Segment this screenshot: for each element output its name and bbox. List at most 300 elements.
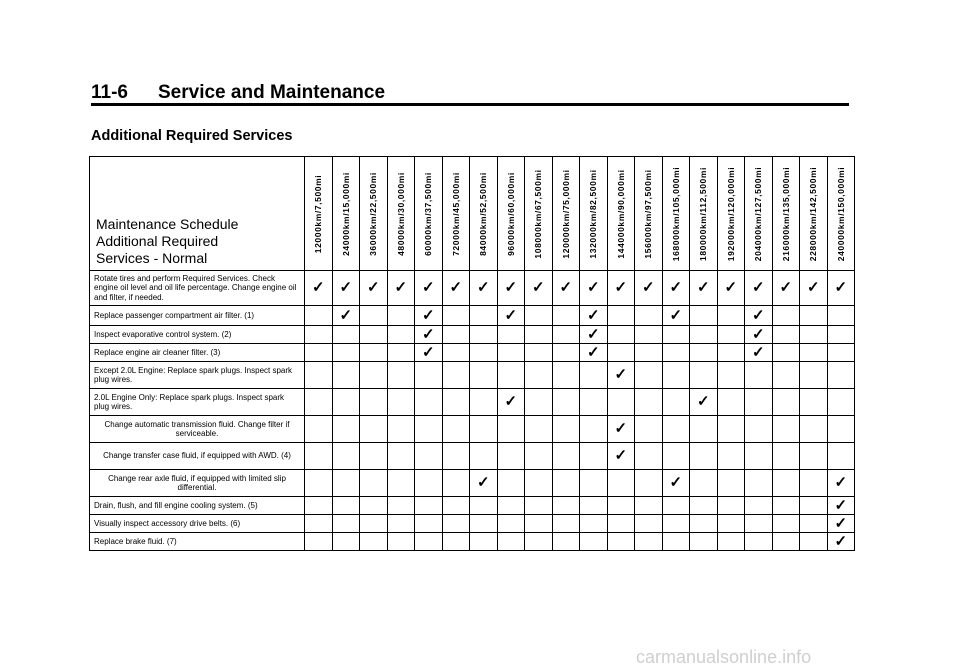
empty-cell bbox=[470, 515, 498, 533]
interval-label: 156000km/97,500mi bbox=[643, 169, 654, 259]
empty-cell bbox=[580, 362, 608, 389]
empty-cell bbox=[360, 306, 388, 326]
empty-cell bbox=[442, 306, 470, 326]
empty-cell bbox=[332, 344, 360, 362]
empty-cell bbox=[607, 497, 635, 515]
interval-label: 36000km/22,500mi bbox=[368, 172, 379, 256]
table-title-line: Maintenance Schedule bbox=[96, 216, 239, 232]
empty-cell bbox=[800, 533, 828, 551]
check-mark-icon: ✓ bbox=[662, 470, 690, 497]
interval-column-header bbox=[305, 157, 333, 271]
empty-cell bbox=[415, 443, 443, 470]
empty-cell bbox=[442, 497, 470, 515]
empty-cell bbox=[690, 443, 718, 470]
empty-cell bbox=[772, 443, 800, 470]
section-title: Service and Maintenance bbox=[158, 82, 386, 103]
empty-cell bbox=[800, 326, 828, 344]
table-row bbox=[90, 362, 855, 389]
empty-cell bbox=[827, 362, 855, 389]
empty-cell bbox=[442, 515, 470, 533]
empty-cell bbox=[525, 326, 553, 344]
empty-cell bbox=[717, 470, 745, 497]
check-mark-icon: ✓ bbox=[442, 271, 470, 306]
interval-label: 132000km/82,500mi bbox=[588, 169, 599, 259]
check-mark-icon: ✓ bbox=[580, 344, 608, 362]
empty-cell bbox=[772, 326, 800, 344]
empty-cell bbox=[415, 470, 443, 497]
empty-cell bbox=[662, 362, 690, 389]
empty-cell bbox=[305, 470, 333, 497]
empty-cell bbox=[800, 443, 828, 470]
check-mark-icon: ✓ bbox=[360, 271, 388, 306]
empty-cell bbox=[415, 389, 443, 416]
empty-cell bbox=[772, 533, 800, 551]
empty-cell bbox=[772, 306, 800, 326]
table-row bbox=[90, 344, 855, 362]
check-mark-icon: ✓ bbox=[580, 306, 608, 326]
interval-label: 60000km/37,500mi bbox=[423, 172, 434, 256]
empty-cell bbox=[470, 497, 498, 515]
check-mark-icon: ✓ bbox=[827, 271, 855, 306]
empty-cell bbox=[387, 362, 415, 389]
table-row bbox=[90, 443, 855, 470]
empty-cell bbox=[580, 389, 608, 416]
interval-column-header bbox=[800, 157, 828, 271]
table-row bbox=[90, 306, 855, 326]
empty-cell bbox=[305, 362, 333, 389]
check-mark-icon: ✓ bbox=[717, 271, 745, 306]
empty-cell bbox=[360, 443, 388, 470]
check-mark-icon: ✓ bbox=[662, 271, 690, 306]
empty-cell bbox=[800, 362, 828, 389]
empty-cell bbox=[717, 389, 745, 416]
empty-cell bbox=[717, 362, 745, 389]
empty-cell bbox=[827, 344, 855, 362]
empty-cell bbox=[360, 344, 388, 362]
empty-cell bbox=[525, 306, 553, 326]
empty-cell bbox=[717, 416, 745, 443]
interval-column-header bbox=[525, 157, 553, 271]
empty-cell bbox=[360, 362, 388, 389]
empty-cell bbox=[387, 326, 415, 344]
service-task: Change transfer case fluid, if equipped with AWD. (4) bbox=[90, 443, 305, 470]
empty-cell bbox=[580, 497, 608, 515]
empty-cell bbox=[497, 443, 525, 470]
check-mark-icon: ✓ bbox=[415, 306, 443, 326]
table-row bbox=[90, 271, 855, 306]
empty-cell bbox=[635, 443, 663, 470]
empty-cell bbox=[525, 344, 553, 362]
empty-cell bbox=[525, 470, 553, 497]
empty-cell bbox=[745, 497, 773, 515]
check-mark-icon: ✓ bbox=[745, 326, 773, 344]
empty-cell bbox=[635, 416, 663, 443]
empty-cell bbox=[580, 515, 608, 533]
empty-cell bbox=[717, 344, 745, 362]
empty-cell bbox=[662, 389, 690, 416]
empty-cell bbox=[332, 470, 360, 497]
empty-cell bbox=[525, 443, 553, 470]
empty-cell bbox=[305, 416, 333, 443]
check-mark-icon: ✓ bbox=[690, 389, 718, 416]
service-task: Replace engine air cleaner filter. (3) bbox=[90, 344, 305, 362]
check-mark-icon: ✓ bbox=[415, 326, 443, 344]
interval-label: 180000km/112,500mi bbox=[698, 167, 709, 261]
empty-cell bbox=[525, 533, 553, 551]
empty-cell bbox=[690, 326, 718, 344]
empty-cell bbox=[305, 443, 333, 470]
service-task: Visually inspect accessory drive belts. (6) bbox=[90, 515, 305, 533]
empty-cell bbox=[607, 344, 635, 362]
empty-cell bbox=[552, 497, 580, 515]
table-row bbox=[90, 533, 855, 551]
empty-cell bbox=[607, 533, 635, 551]
empty-cell bbox=[332, 326, 360, 344]
check-mark-icon: ✓ bbox=[827, 533, 855, 551]
empty-cell bbox=[745, 416, 773, 443]
empty-cell bbox=[525, 416, 553, 443]
interval-label: 48000km/30,000mi bbox=[395, 172, 406, 256]
empty-cell bbox=[415, 533, 443, 551]
empty-cell bbox=[415, 497, 443, 515]
empty-cell bbox=[360, 515, 388, 533]
empty-cell bbox=[552, 515, 580, 533]
table-title-line: Additional Required bbox=[96, 233, 219, 249]
empty-cell bbox=[305, 389, 333, 416]
empty-cell bbox=[717, 306, 745, 326]
table-row bbox=[90, 515, 855, 533]
empty-cell bbox=[827, 306, 855, 326]
empty-cell bbox=[635, 306, 663, 326]
interval-label: 228000km/142,500mi bbox=[808, 166, 819, 262]
check-mark-icon: ✓ bbox=[525, 271, 553, 306]
header-rule bbox=[91, 103, 849, 106]
empty-cell bbox=[552, 344, 580, 362]
service-task: Rotate tires and perform Required Services. Check engine oil level and oil life percentage. Change engine oil and filter, if needed. bbox=[90, 271, 305, 306]
empty-cell bbox=[690, 416, 718, 443]
empty-cell bbox=[525, 362, 553, 389]
empty-cell bbox=[360, 497, 388, 515]
empty-cell bbox=[332, 533, 360, 551]
empty-cell bbox=[662, 533, 690, 551]
empty-cell bbox=[827, 389, 855, 416]
check-mark-icon: ✓ bbox=[772, 271, 800, 306]
empty-cell bbox=[552, 306, 580, 326]
empty-cell bbox=[552, 326, 580, 344]
interval-column-header bbox=[552, 157, 580, 271]
empty-cell bbox=[745, 515, 773, 533]
empty-cell bbox=[305, 306, 333, 326]
interval-label: 24000km/15,000mi bbox=[340, 172, 351, 256]
empty-cell bbox=[470, 443, 498, 470]
empty-cell bbox=[305, 497, 333, 515]
empty-cell bbox=[442, 443, 470, 470]
check-mark-icon: ✓ bbox=[415, 344, 443, 362]
interval-column-header bbox=[607, 157, 635, 271]
empty-cell bbox=[360, 470, 388, 497]
interval-column-header bbox=[717, 157, 745, 271]
empty-cell bbox=[552, 470, 580, 497]
check-mark-icon: ✓ bbox=[332, 271, 360, 306]
check-mark-icon: ✓ bbox=[470, 271, 498, 306]
interval-column-header bbox=[415, 157, 443, 271]
empty-cell bbox=[772, 416, 800, 443]
empty-cell bbox=[387, 344, 415, 362]
empty-cell bbox=[305, 344, 333, 362]
empty-cell bbox=[332, 497, 360, 515]
service-task: Inspect evaporative control system. (2) bbox=[90, 326, 305, 344]
empty-cell bbox=[442, 344, 470, 362]
watermark: carmanualsonline.info bbox=[636, 647, 812, 667]
interval-label: 204000km/127,500mi bbox=[753, 166, 764, 262]
empty-cell bbox=[662, 497, 690, 515]
empty-cell bbox=[662, 326, 690, 344]
empty-cell bbox=[635, 515, 663, 533]
empty-cell bbox=[497, 515, 525, 533]
empty-cell bbox=[552, 443, 580, 470]
check-mark-icon: ✓ bbox=[497, 271, 525, 306]
interval-label: 84000km/52,500mi bbox=[478, 172, 489, 256]
empty-cell bbox=[525, 515, 553, 533]
table-row bbox=[90, 470, 855, 497]
empty-cell bbox=[607, 470, 635, 497]
empty-cell bbox=[690, 306, 718, 326]
maintenance-schedule-table bbox=[89, 156, 855, 551]
empty-cell bbox=[387, 416, 415, 443]
empty-cell bbox=[470, 389, 498, 416]
check-mark-icon: ✓ bbox=[607, 416, 635, 443]
check-mark-icon: ✓ bbox=[552, 271, 580, 306]
interval-column-header bbox=[745, 157, 773, 271]
empty-cell bbox=[690, 497, 718, 515]
table-title bbox=[90, 157, 305, 271]
interval-column-header bbox=[497, 157, 525, 271]
empty-cell bbox=[717, 515, 745, 533]
empty-cell bbox=[745, 389, 773, 416]
interval-label: 120000km/75,000mi bbox=[560, 169, 571, 259]
check-mark-icon: ✓ bbox=[827, 497, 855, 515]
interval-column-header bbox=[827, 157, 855, 271]
empty-cell bbox=[360, 326, 388, 344]
interval-label: 96000km/60,000mi bbox=[505, 172, 516, 256]
interval-column-header bbox=[690, 157, 718, 271]
empty-cell bbox=[827, 443, 855, 470]
empty-cell bbox=[305, 515, 333, 533]
empty-cell bbox=[415, 515, 443, 533]
empty-cell bbox=[470, 416, 498, 443]
service-task: Replace brake fluid. (7) bbox=[90, 533, 305, 551]
check-mark-icon: ✓ bbox=[387, 271, 415, 306]
empty-cell bbox=[662, 344, 690, 362]
table-body bbox=[90, 271, 855, 551]
interval-label: 216000km/135,000mi bbox=[780, 166, 791, 262]
empty-cell bbox=[305, 533, 333, 551]
table-row bbox=[90, 389, 855, 416]
interval-column-header bbox=[470, 157, 498, 271]
empty-cell bbox=[387, 443, 415, 470]
check-mark-icon: ✓ bbox=[470, 470, 498, 497]
empty-cell bbox=[772, 497, 800, 515]
empty-cell bbox=[497, 470, 525, 497]
interval-label: 240000km/150,000mi bbox=[835, 166, 846, 262]
section-subtitle: Additional Required Services bbox=[91, 128, 293, 144]
service-task: Drain, flush, and fill engine cooling system. (5) bbox=[90, 497, 305, 515]
empty-cell bbox=[772, 344, 800, 362]
interval-column-header bbox=[442, 157, 470, 271]
empty-cell bbox=[800, 515, 828, 533]
empty-cell bbox=[552, 362, 580, 389]
empty-cell bbox=[497, 497, 525, 515]
interval-label: 144000km/90,000mi bbox=[615, 169, 626, 259]
check-mark-icon: ✓ bbox=[607, 362, 635, 389]
empty-cell bbox=[360, 389, 388, 416]
table-title-line: Services - Normal bbox=[96, 250, 208, 266]
empty-cell bbox=[415, 362, 443, 389]
empty-cell bbox=[772, 362, 800, 389]
check-mark-icon: ✓ bbox=[827, 515, 855, 533]
empty-cell bbox=[690, 362, 718, 389]
page-number: 11-6 bbox=[91, 82, 128, 103]
empty-cell bbox=[552, 389, 580, 416]
empty-cell bbox=[745, 533, 773, 551]
empty-cell bbox=[717, 497, 745, 515]
empty-cell bbox=[470, 306, 498, 326]
interval-column-header bbox=[635, 157, 663, 271]
empty-cell bbox=[497, 416, 525, 443]
interval-label: 192000km/120,000mi bbox=[725, 166, 736, 262]
empty-cell bbox=[332, 389, 360, 416]
empty-cell bbox=[387, 389, 415, 416]
empty-cell bbox=[690, 344, 718, 362]
empty-cell bbox=[800, 470, 828, 497]
empty-cell bbox=[332, 515, 360, 533]
empty-cell bbox=[800, 389, 828, 416]
interval-column-header bbox=[580, 157, 608, 271]
check-mark-icon: ✓ bbox=[800, 271, 828, 306]
interval-column-header bbox=[662, 157, 690, 271]
empty-cell bbox=[635, 389, 663, 416]
check-mark-icon: ✓ bbox=[827, 470, 855, 497]
empty-cell bbox=[607, 515, 635, 533]
interval-label: 12000km/7,500mi bbox=[313, 174, 324, 254]
check-mark-icon: ✓ bbox=[607, 443, 635, 470]
empty-cell bbox=[305, 326, 333, 344]
empty-cell bbox=[717, 533, 745, 551]
empty-cell bbox=[772, 515, 800, 533]
check-mark-icon: ✓ bbox=[497, 306, 525, 326]
empty-cell bbox=[772, 470, 800, 497]
empty-cell bbox=[387, 497, 415, 515]
empty-cell bbox=[470, 344, 498, 362]
check-mark-icon: ✓ bbox=[635, 271, 663, 306]
empty-cell bbox=[387, 515, 415, 533]
service-task: 2.0L Engine Only: Replace spark plugs. Inspect spark plug wires. bbox=[90, 389, 305, 416]
empty-cell bbox=[442, 326, 470, 344]
empty-cell bbox=[387, 306, 415, 326]
empty-cell bbox=[332, 416, 360, 443]
interval-column-header bbox=[387, 157, 415, 271]
empty-cell bbox=[470, 362, 498, 389]
check-mark-icon: ✓ bbox=[690, 271, 718, 306]
empty-cell bbox=[552, 533, 580, 551]
empty-cell bbox=[525, 389, 553, 416]
table-row bbox=[90, 497, 855, 515]
empty-cell bbox=[387, 533, 415, 551]
empty-cell bbox=[800, 306, 828, 326]
empty-cell bbox=[470, 533, 498, 551]
empty-cell bbox=[827, 416, 855, 443]
empty-cell bbox=[635, 362, 663, 389]
empty-cell bbox=[332, 443, 360, 470]
empty-cell bbox=[497, 326, 525, 344]
empty-cell bbox=[662, 443, 690, 470]
empty-cell bbox=[800, 344, 828, 362]
service-task: Change automatic transmission fluid. Change filter if serviceable. bbox=[90, 416, 305, 443]
service-task: Except 2.0L Engine: Replace spark plugs. Inspect spark plug wires. bbox=[90, 362, 305, 389]
empty-cell bbox=[717, 443, 745, 470]
check-mark-icon: ✓ bbox=[607, 271, 635, 306]
check-mark-icon: ✓ bbox=[745, 344, 773, 362]
empty-cell bbox=[745, 470, 773, 497]
empty-cell bbox=[442, 470, 470, 497]
empty-cell bbox=[800, 416, 828, 443]
service-task: Replace passenger compartment air filter. (1) bbox=[90, 306, 305, 326]
empty-cell bbox=[800, 497, 828, 515]
empty-cell bbox=[497, 344, 525, 362]
empty-cell bbox=[635, 344, 663, 362]
interval-column-header bbox=[772, 157, 800, 271]
empty-cell bbox=[580, 533, 608, 551]
empty-cell bbox=[827, 326, 855, 344]
empty-cell bbox=[772, 389, 800, 416]
empty-cell bbox=[360, 416, 388, 443]
empty-cell bbox=[415, 416, 443, 443]
check-mark-icon: ✓ bbox=[305, 271, 333, 306]
check-mark-icon: ✓ bbox=[662, 306, 690, 326]
empty-cell bbox=[745, 362, 773, 389]
empty-cell bbox=[470, 326, 498, 344]
check-mark-icon: ✓ bbox=[332, 306, 360, 326]
service-task: Change rear axle fluid, if equipped with limited slip differential. bbox=[90, 470, 305, 497]
interval-column-header bbox=[332, 157, 360, 271]
table-row bbox=[90, 326, 855, 344]
table-header-row bbox=[90, 157, 855, 271]
empty-cell bbox=[607, 389, 635, 416]
empty-cell bbox=[580, 443, 608, 470]
empty-cell bbox=[690, 515, 718, 533]
empty-cell bbox=[635, 533, 663, 551]
empty-cell bbox=[497, 533, 525, 551]
empty-cell bbox=[442, 362, 470, 389]
empty-cell bbox=[552, 416, 580, 443]
empty-cell bbox=[635, 497, 663, 515]
check-mark-icon: ✓ bbox=[415, 271, 443, 306]
check-mark-icon: ✓ bbox=[580, 271, 608, 306]
empty-cell bbox=[690, 470, 718, 497]
empty-cell bbox=[497, 362, 525, 389]
empty-cell bbox=[442, 416, 470, 443]
empty-cell bbox=[580, 470, 608, 497]
interval-column-header bbox=[360, 157, 388, 271]
empty-cell bbox=[635, 326, 663, 344]
check-mark-icon: ✓ bbox=[745, 306, 773, 326]
empty-cell bbox=[607, 306, 635, 326]
empty-cell bbox=[690, 533, 718, 551]
interval-label: 72000km/45,000mi bbox=[450, 172, 461, 256]
empty-cell bbox=[635, 470, 663, 497]
empty-cell bbox=[717, 326, 745, 344]
empty-cell bbox=[745, 443, 773, 470]
